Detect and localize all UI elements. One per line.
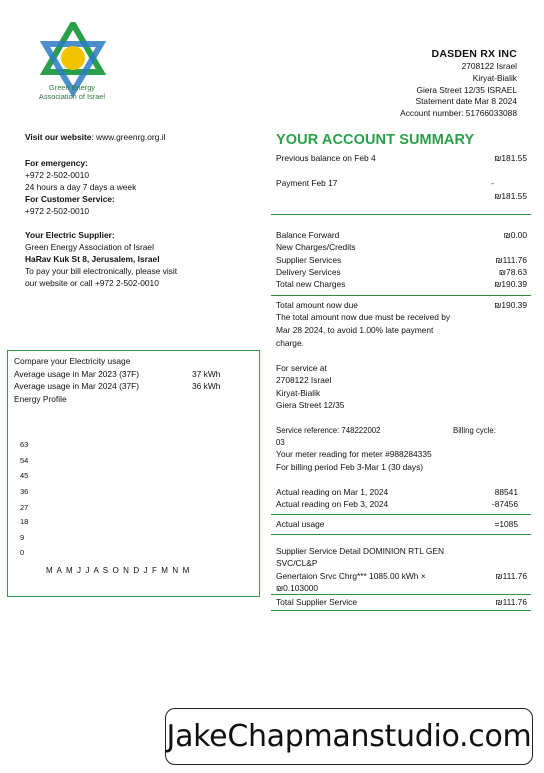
logo-text: Green Energy Association of Israel xyxy=(38,83,106,101)
emergency-hours: 24 hours a day 7 days a week xyxy=(25,182,137,192)
contact-info xyxy=(25,131,255,289)
pay-instructions: To pay your bill electronically, please visit xyxy=(25,266,178,276)
account-number: Account number: 51766033088 xyxy=(400,108,517,119)
customer-name: DASDEN RX INC xyxy=(431,48,517,60)
customer-service-phone: +972 2-502-0010 xyxy=(25,206,90,216)
customer-service-label: For Customer Service: xyxy=(25,194,115,204)
usage-2024-value: 36 kWh xyxy=(192,381,221,391)
divider xyxy=(271,610,531,611)
customer-address-line: Kiryat-Bialik xyxy=(472,72,517,83)
pay-instructions: our website or call +972 2-502-0010 xyxy=(25,278,159,288)
emergency-phone: +972 2-502-0010 xyxy=(25,170,90,180)
y-tick: 54 xyxy=(20,456,29,465)
usage-2024-label: Average usage in Mar 2024 (37F) xyxy=(14,381,140,391)
supplier-name: Green Energy Association of Israel xyxy=(25,242,154,252)
website-label: Visit our website xyxy=(25,132,92,142)
divider xyxy=(271,594,531,595)
y-tick: 45 xyxy=(20,471,29,480)
divider xyxy=(271,295,531,296)
account-summary-title: YOUR ACCOUNT SUMMARY xyxy=(276,132,475,148)
statement-date: Statement date Mar 8 2024 xyxy=(415,96,517,107)
emergency-label: For emergency: xyxy=(25,158,88,168)
divider xyxy=(271,214,531,215)
customer-address-line: 2708122 Israel xyxy=(461,61,517,71)
y-tick: 27 xyxy=(20,503,29,512)
y-tick: 36 xyxy=(20,487,29,496)
divider xyxy=(271,514,531,515)
usage-2023-value: 37 kWh xyxy=(192,369,221,379)
usage-2023-label: Average usage in Mar 2023 (37F) xyxy=(14,369,140,379)
website-value: : www.greenrg.org.il xyxy=(91,132,166,142)
y-tick: 0 xyxy=(20,548,25,557)
divider xyxy=(271,534,531,535)
month-labels: M A M J J A S O N D J F M N M xyxy=(46,566,191,575)
supplier-label: Your Electric Supplier: xyxy=(25,230,115,240)
watermark-banner: JakeChapmanstudio.com xyxy=(165,708,533,765)
energy-profile-label: Energy Profile xyxy=(14,394,67,404)
usage-title: Compare your Electricity usage xyxy=(14,356,131,366)
customer-address-line: Giera Street 12/35 ISRAEL xyxy=(416,84,517,95)
supplier-address: HaRav Kuk St 8, Jerusalem, Israel xyxy=(25,254,160,264)
y-tick: 63 xyxy=(20,440,29,449)
y-tick: 9 xyxy=(20,533,25,542)
customer-address-block xyxy=(400,48,517,120)
y-tick: 18 xyxy=(20,517,29,526)
